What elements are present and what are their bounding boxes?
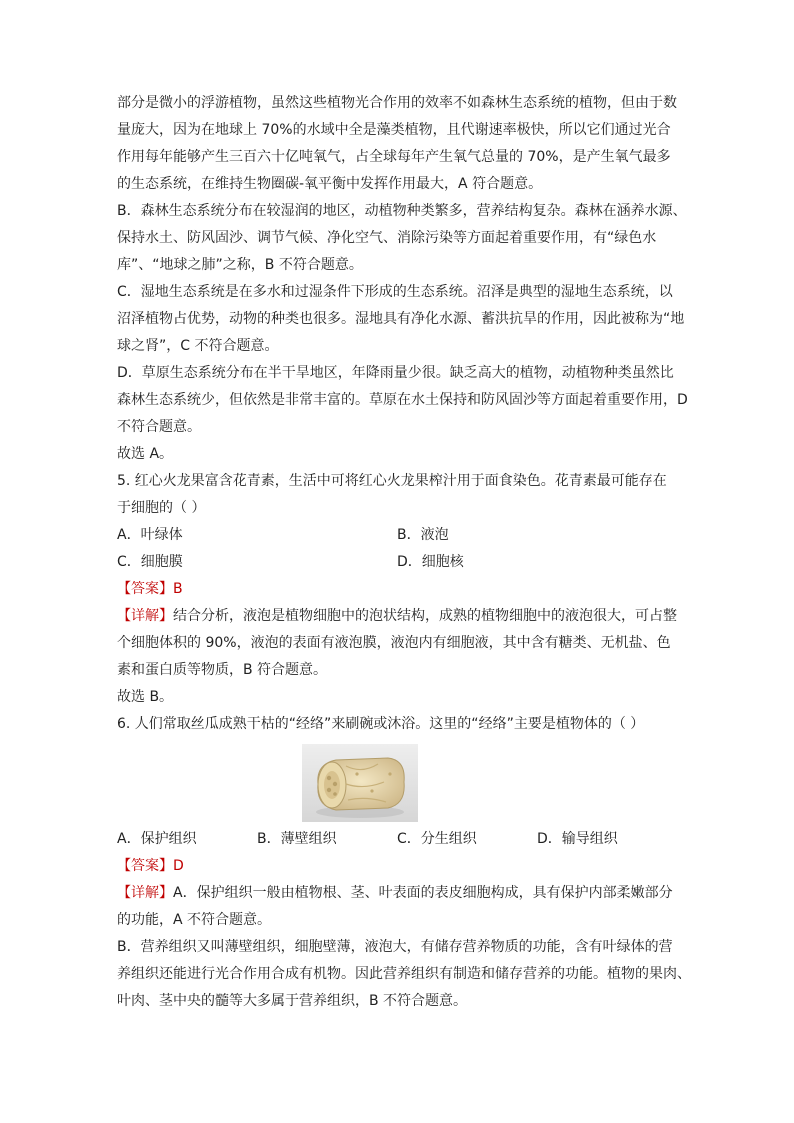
answer-line (117, 853, 682, 880)
text-line: 不符合题意。 (117, 419, 201, 435)
text-line: A．保护组织一般由植物根、茎、叶表面的表皮细胞构成，具有保护内部柔嫩部分 (173, 885, 673, 901)
text-line: 沼泽植物占优势，动物的种类也很多。湿地具有净化水源、蓄洪抗旱的作用，因此被称为“地 (117, 311, 685, 327)
text-line: 的功能，A 不符合题意。 (117, 912, 272, 928)
conclusion: 故选 B。 (117, 689, 174, 705)
explain-tag: 【详解】 (117, 608, 173, 624)
option-b: B．液泡 (397, 527, 449, 543)
option-d: D．输导组织 (537, 831, 618, 847)
prev-explanation (117, 90, 688, 468)
explain-line (117, 603, 682, 630)
question-6 (117, 711, 691, 1015)
answer-value: D (173, 858, 184, 874)
answer-line (117, 576, 682, 603)
question-5 (117, 468, 682, 711)
text-line: 部分是微小的浮游植物，虽然这些植物光合作用的效率不如森林生态系统的植物，但由于数 (117, 95, 677, 111)
text-line: 结合分析，液泡是植物细胞中的泡状结构，成熟的植物细胞中的液泡很大，可占整 (173, 608, 677, 624)
text-line: 个细胞体积的 90%，液泡的表面有液泡膜，液泡内有细胞液，其中含有糖类、无机盐、色 (117, 635, 671, 651)
option-b: B．薄壁组织 (257, 831, 337, 847)
options-row (117, 549, 682, 576)
text-line: B．营养组织又叫薄壁组织，细胞壁薄，液泡大，有储存营养物质的功能，含有叶绿体的营 (117, 939, 673, 955)
conclusion: 故选 A。 (117, 446, 174, 462)
text-line: 叶肉、茎中央的髓等大多属于营养组织，B 不符合题意。 (117, 993, 468, 1009)
text-line: 的生态系统，在维持生物圈碳-氧平衡中发挥作用最大，A 符合题意。 (117, 176, 543, 192)
loofah-illustration (302, 744, 418, 822)
question-stem: 5. 红心火龙果富含花青素，生活中可将红心火龙果榨汁用于面食染色。花青素最可能存在 (117, 473, 667, 489)
question-stem: 6. 人们常取丝瓜成熟干枯的“经络”来刷碗或沐浴。这里的“经络”主要是植物体的（ ） (117, 716, 645, 732)
loofah-image (302, 744, 418, 822)
text-line: 球之肾”，C 不符合题意。 (117, 338, 279, 354)
text-line: 素和蛋白质等物质，B 符合题意。 (117, 662, 328, 678)
option-c: C．分生组织 (397, 831, 477, 847)
options-row (117, 826, 682, 853)
explain-line (117, 880, 682, 907)
option-a: A．叶绿体 (117, 527, 183, 543)
options-row (117, 522, 682, 549)
option-c: C．细胞膜 (117, 554, 183, 570)
text-line: 保持水土、防风固沙、调节气候、净化空气、消除污染等方面起着重要作用，有“绿色水 (117, 230, 657, 246)
text-line: 养组织还能进行光合作用合成有机物。因此营养组织有制造和储存营养的功能。植物的果肉、 (117, 966, 691, 982)
option-d: D．细胞核 (397, 554, 464, 570)
text-line: B．森林生态系统分布在较湿润的地区，动植物种类繁多，营养结构复杂。森林在涵养水源、 (117, 203, 687, 219)
option-a: A．保护组织 (117, 831, 197, 847)
document-page (117, 90, 691, 1015)
question-stem: 于细胞的（ ） (117, 500, 206, 516)
answer-value: B (173, 581, 183, 597)
answer-tag: 【答案】 (117, 858, 173, 874)
text-line: C．湿地生态系统是在多水和过湿条件下形成的生态系统。沼泽是典型的湿地生态系统，以 (117, 284, 673, 300)
text-line: 量庞大，因为在地球上 70%的水域中全是藻类植物，且代谢速率极快，所以它们通过光合 (117, 122, 671, 138)
text-line: 作用每年能够产生三百六十亿吨氧气，占全球每年产生氧气总量的 70%，是产生氧气最多 (117, 149, 671, 165)
answer-tag: 【答案】 (117, 581, 173, 597)
text-line: 森林生态系统少，但依然是非常丰富的。草原在水土保持和防风固沙等方面起着重要作用，D (117, 392, 688, 408)
text-line: 库”、“地球之肺”之称，B 不符合题意。 (117, 257, 363, 273)
text-line: D．草原生态系统分布在半干旱地区，年降雨量少很。缺乏高大的植物，动植物种类虽然比 (117, 365, 674, 381)
explain-tag: 【详解】 (117, 885, 173, 901)
